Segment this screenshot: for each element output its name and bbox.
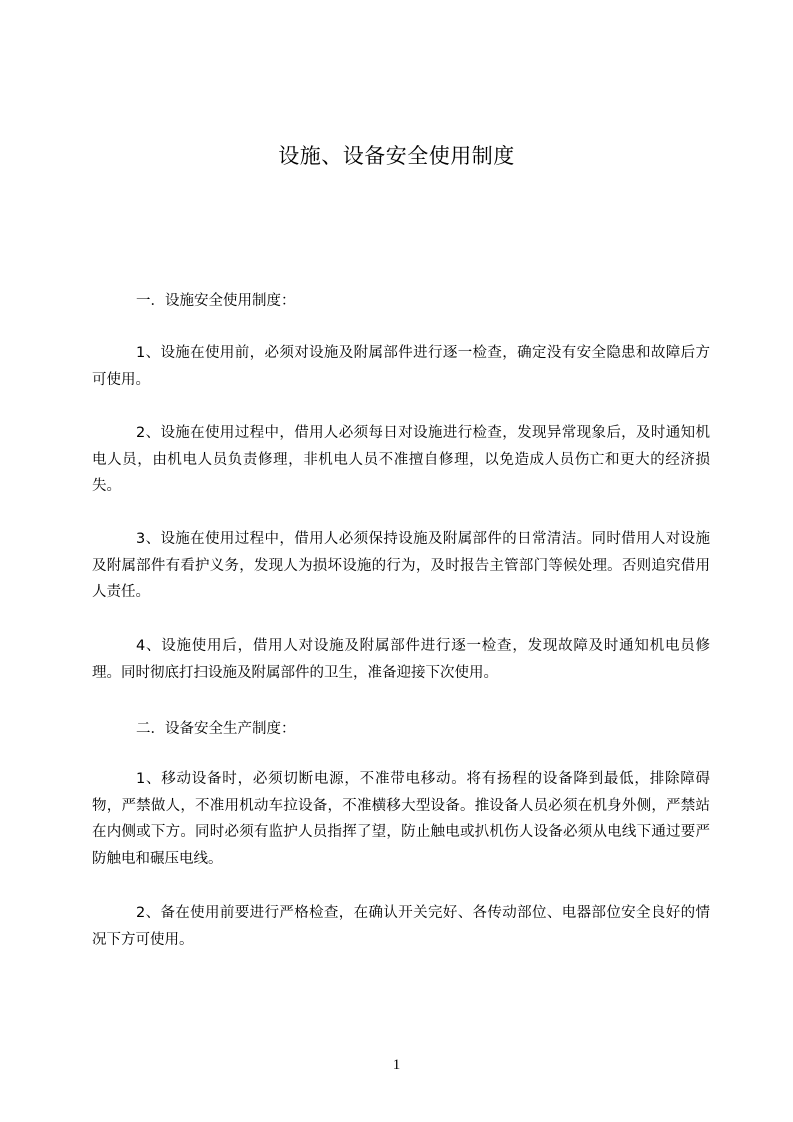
document-title: 设施、设备安全使用制度 [278, 144, 515, 168]
section-heading-2: 二．设备安全生产制度： [136, 721, 296, 737]
paragraph-2-2: 2、备在使用前要进行严格检查，在确认开关完好、各传动部位、电器部位安全良好的情况下方可使用。 [92, 905, 710, 948]
paragraph-1-2: 2、设施在使用过程中，借用人必须每日对设施进行检查，发现异常现象后，及时通知机电人员，由机电人员负责修理，非机电人员不准擅自修理，以免造成人员伤亡和更大的经济损失。 [92, 425, 710, 494]
paragraph-1-4: 4、设施使用后，借用人对设施及附属部件进行逐一检查，发现故障及时通知机电员修理。同时彻底打扫设施及附属部件的卫生，准备迎接下次使用。 [92, 638, 710, 681]
page-number: 1 [392, 1057, 401, 1073]
paragraph-2-1: 1、移动设备时，必须切断电源，不准带电移动。将有扬程的设备降到最低，排除障碍物，严禁做人，不准用机动车拉设备，不准横移大型设备。推设备人员必须在机身外侧，严禁站在内侧或下方。同时必须有监护人员指挥了望，防止触电或扒机伤人设备必须从电线下通过要严防触电和碾压电线。 [92, 771, 710, 867]
paragraph-1-3: 3、设施在使用过程中，借用人必须保持设施及附属部件的日常清洁。同时借用人对设施及附属部件有看护义务，发现人为损坏设施的行为，及时报告主管部门等候处理。否则追究借用人责任。 [92, 531, 710, 600]
paragraph-1-1: 1、设施在使用前，必须对设施及附属部件进行逐一检查，确定没有安全隐患和故障后方可使用。 [92, 345, 710, 388]
section-heading-1: 一．设施安全使用制度： [136, 293, 296, 309]
